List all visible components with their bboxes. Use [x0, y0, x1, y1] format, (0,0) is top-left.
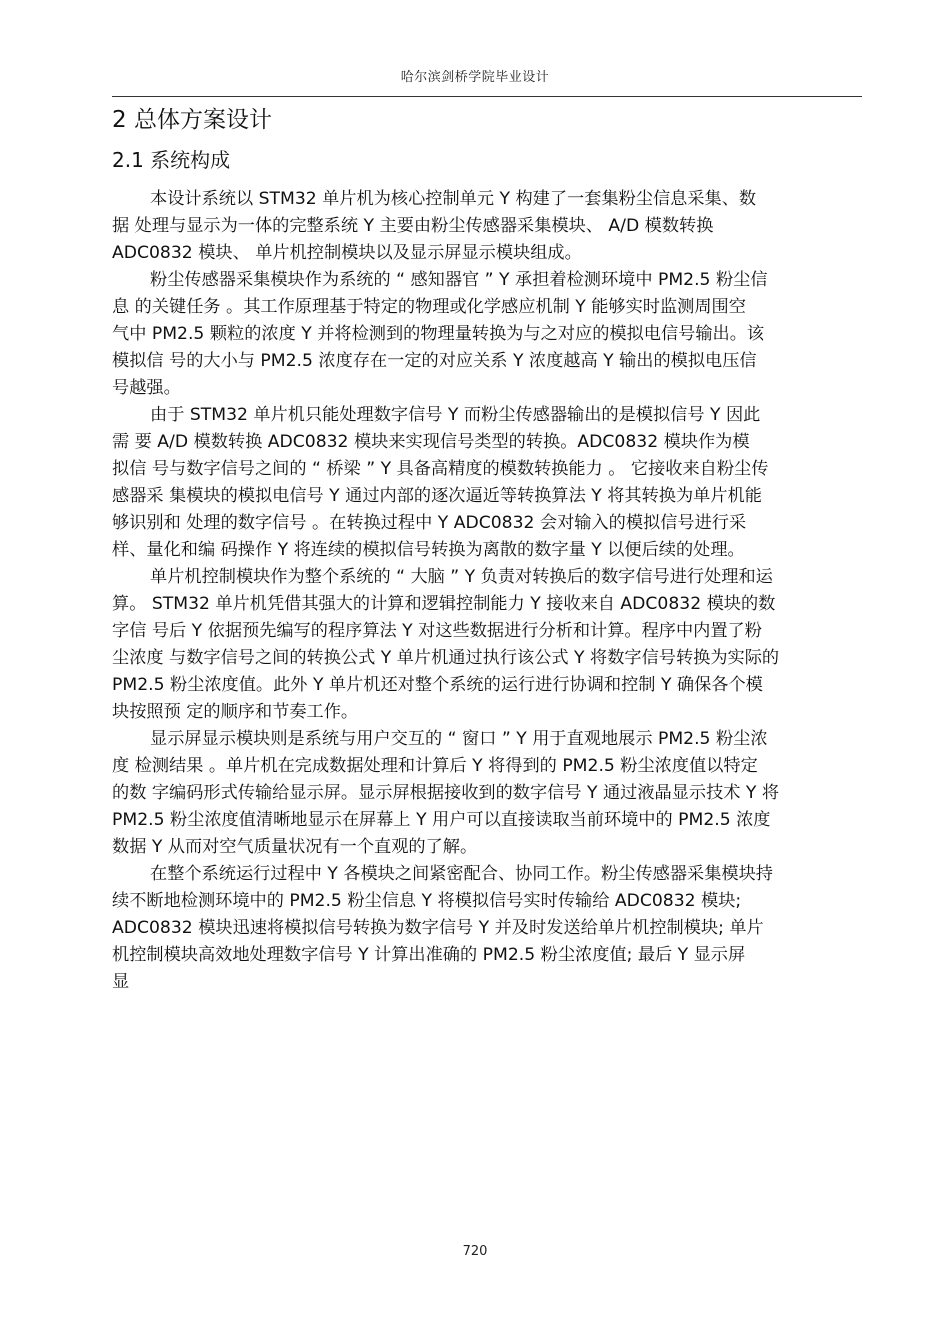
paragraph-line: 在整个系统运行过程中 Y 各模块之间紧密配合、协同工作。粉尘传感器采集模块持 [150, 864, 773, 884]
paragraph-line: 号越强。 [112, 378, 181, 398]
paragraph-line: 够识别和 处理的数字信号 。在转换过程中 Y ADC0832 会对输入的模拟信号进行采 [112, 513, 747, 533]
paragraph-line: 度 检测结果 。单片机在完成数据处理和计算后 Y 将得到的 PM2.5 粉尘浓度值以特定 [112, 756, 758, 776]
header-rule [112, 96, 862, 97]
paragraph-mcu-module [112, 564, 874, 726]
chapter-title: 2 总体方案设计 [112, 107, 272, 133]
paragraph-system-operation [112, 861, 874, 996]
paragraph-line: 块按照预 定的顺序和节奏工作。 [112, 702, 359, 722]
paragraph-line: 字信 号后 Y 依据预先编写的程序算法 Y 对这些数据进行分析和计算。程序中内置了粉 [112, 621, 762, 641]
paragraph-line: 粉尘传感器采集模块作为系统的 “ 感知器官 ” Y 承担着检测环境中 PM2.5 粉尘信 [150, 270, 768, 290]
paragraph-line: 由于 STM32 单片机只能处理数字信号 Y 而粉尘传感器输出的是模拟信号 Y 因此 [150, 405, 761, 425]
paragraph-line: 尘浓度 与数字信号之间的转换公式 Y 单片机通过执行该公式 Y 将数字信号转换为实际的 [112, 648, 780, 668]
paragraph-line: 据 处理与显示为一体的完整系统 Y 主要由粉尘传感器采集模块、 A/D 模数转换 [112, 216, 714, 236]
paragraph-line: 单片机控制模块作为整个系统的 “ 大脑 ” Y 负责对转换后的数字信号进行处理和运 [150, 567, 773, 587]
section-title: 2.1 系统构成 [112, 148, 231, 172]
paragraph-line: 拟信 号与数字信号之间的 “ 桥梁 ” Y 具备高精度的模数转换能力 。 它接收来自粉尘传 [112, 459, 769, 479]
page-number: 720 [462, 1244, 488, 1259]
paragraph-line: ADC0832 模块迅速将模拟信号转换为数字信号 Y 并及时发送给单片机控制模块; 单片 [112, 918, 764, 938]
paragraph-line: 需 要 A/D 模数转换 ADC0832 模块来实现信号类型的转换。ADC0832 模块作为模 [112, 432, 750, 452]
paragraph-line: 感器采 集模块的模拟电信号 Y 通过内部的逐次逼近等转换算法 Y 将其转换为单片机能 [112, 486, 762, 506]
paragraph-line: 气中 PM2.5 颗粒的浓度 Y 并将检测到的物理量转换为与之对应的模拟电信号输出。该 [112, 324, 765, 344]
paragraph-line: 的数 字编码形式传输给显示屏。显示屏根据接收到的数字信号 Y 通过液晶显示技术 Y 将 [112, 783, 780, 803]
paragraph-line: 算。 STM32 单片机凭借其强大的计算和逻辑控制能力 Y 接收来自 ADC0832 模块的数 [112, 594, 776, 614]
paragraph-line: 样、量化和编 码操作 Y 将连续的模拟信号转换为离散的数字量 Y 以便后续的处理。 [112, 540, 745, 560]
paragraph-line: 模拟信 号的大小与 PM2.5 浓度存在一定的对应关系 Y 浓度越高 Y 输出的模拟电压信 [112, 351, 757, 371]
paragraph-line: PM2.5 粉尘浓度值清晰地显示在屏幕上 Y 用户可以直接读取当前环境中的 PM2.5 浓度 [112, 810, 771, 830]
body-text [112, 186, 874, 996]
paragraph-line: 续不断地检测环境中的 PM2.5 粉尘信息 Y 将模拟信号实时传输给 ADC0832 模块; [112, 891, 742, 911]
paragraph-display-module [112, 726, 874, 861]
running-header: 哈尔滨剑桥学院毕业设计 [400, 70, 550, 85]
paragraph-line: 本设计系统以 STM32 单片机为核心控制单元 Y 构建了一套集粉尘信息采集、数 [150, 189, 757, 209]
paragraph-line: 息 的关键任务 。其工作原理基于特定的物理或化学感应机制 Y 能够实时监测周围空 [112, 297, 746, 317]
paragraph-line: 显示屏显示模块则是系统与用户交互的 “ 窗口 ” Y 用于直观地展示 PM2.5 粉尘浓 [150, 729, 768, 749]
paragraph-line: 机控制模块高效地处理数字信号 Y 计算出准确的 PM2.5 粉尘浓度值; 最后 Y 显示屏 [112, 945, 746, 965]
paragraph-system-overview [112, 186, 874, 267]
paragraph-line: ADC0832 模块、 单片机控制模块以及显示屏显示模块组成。 [112, 243, 582, 263]
paragraph-line: 数据 Y 从而对空气质量状况有一个直观的了解。 [112, 837, 478, 857]
paragraph-sensor-module [112, 267, 874, 402]
paragraph-line: 显 [112, 972, 130, 992]
paragraph-adc-module [112, 402, 874, 564]
paragraph-line: PM2.5 粉尘浓度值。此外 Y 单片机还对整个系统的运行进行协调和控制 Y 确保各个模 [112, 675, 763, 695]
